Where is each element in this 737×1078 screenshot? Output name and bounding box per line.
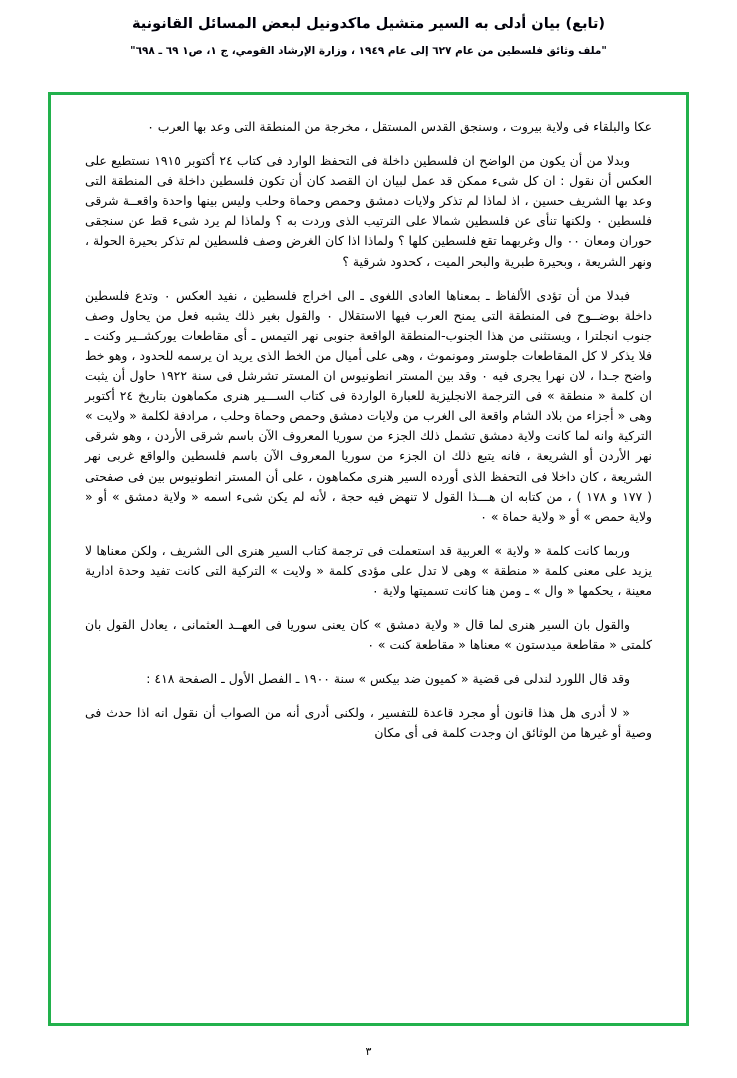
paragraph: فبدلا من أن تؤدى الألفاظ ـ بمعناها العادى اللغوى ـ الى اخراج فلسطين ، نفيد العكس ٠ وتدع فلسطين داخلة بوضــوح فى المنطقة التى يمنح العرب فيها الاستقلال ٠ والقول بغير ذلك يشبه فعل من يحاول وصف جنوب انجلترا ، ويستثنى من هذا الجنوب-المنطقة الواقعة جنوبى نهر التيمس ـ أى مقاطعات يوركشــير وكنت ـ فلا يذكر لا كل المقاطعات جلوستر ومونموث ، وهى على أميال من الخط الذى يريد ان يرسمه للحدود ، وهو خط واضح جـدا ، لان نهرا يجرى فيه ٠ وقد بين المستر انطونيوس ان المستر تشرشل فى سنة ١٩٢٢ حاول أن يثبت ان كلمة « منطقة » فى الترجمة الانجليزية للعبارة الواردة فى كتاب الســـير هنرى مكماهون بتاريخ ٢٤ أكتوبر وهى « أجزاء من بلاد الشام واقعة الى الغرب من ولايات دمشق وحمص وحماة وحلب ، مرادفة لكلمة « ولايت » التركية وانه لما كانت ولاية دمشق تشمل ذلك الجزء من سوريا المعروف الآن باسم شرقى الأردن ، وهو شرقى نهر الأردن أو الشريعة ، فانه يتبع ذلك ان الجزء من سوريا المعروف الآن باسم فلسطين والواقع غربى نهر الشريعة ، كان داخلا فى التحفظ الذى أورده السير هنرى مكماهون ، على أن المستر انطونيوس بين فى صفحتى ( ١٧٧ و ١٧٨ ) ، من كتابه ان هـــذا القول لا تنهض فيه حجة ، لأنه لم يكن شىء اسمه « ولاية دمشق » أو « ولاية حمص » أو « ولاية حماة » ٠ [85,287,652,524]
page-number: ٣ [365,1045,372,1058]
content-body [51,95,686,1023]
paragraph: والقول بان السير هنرى لما قال « ولاية دمشق » كان يعنى سوريا فى العهــد العثمانى ، يعادل القول بان كلمتى « مقاطعة ميدستون » معناها « مقاطعة كنت » ٠ [85,617,652,653]
paragraph: وبدلا من أن يكون من الواضح ان فلسطين داخلة فى التحفظ الوارد فى كتاب ٢٤ أكتوبر ١٩١٥ نستطيع على العكس أن نقول : ان كل شىء ممكن قد عمل لبيان ان القصد كان أن تكون فلسطين داخلة فى المنطقة التى وعد بها الشريف حسين ، اذ لماذا لم تذكر ولايات دمشق وحمص وحماة وحلب وليس بينها واحدة واقعــة شرقى فلسطين ٠ ولكنها تنأى عن فلسطين شمالا على الترتيب الذى وردت به ؟ ولماذا لم يرد شىء قط عن سنجقى حوران ومعان ٠٠ وال وغربهما تقع فلسطين كلها ؟ ولماذا اذا كان الغرض وصف فلسطين لم تذكر بحيرة الحولة ، ونهر الشريعة ، وبحيرة طبرية والبحر الميت ، كحدود شرقية ؟ [85,153,653,269]
page-header [0,0,737,59]
document-subtitle: "ملف وثائق فلسطين من عام ٦٢٧ إلى عام ١٩٤٩ ، وزارة الإرشاد القومي، ج ١، ص١ ٦٩ ـ ٦٩٨" [130,45,607,58]
paragraph: « لا أدرى هل هذا قانون أو مجرد قاعدة للتفسير ، ولكنى أدرى أنه من الصواب أن نقول انه اذا حدث فى وصية أو غيرها من الوثائق ان وجدت كلمة فى أى مكان [85,705,652,741]
paragraph: وربما كانت كلمة « ولاية » العربية قد استعملت فى ترجمة كتاب السير هنرى الى الشريف ، ولكن معناها لا يزيد على معنى كلمة « منطقة » وهى لا تدل على مؤدى كلمة « ولايت » التركية التى كانت تفيد وحدة ادارية معينة ، يحكمها « وال » ـ ومن هنا كانت تسميتها ولاية ٠ [85,542,652,598]
paragraph: عكا والبلقاء فى ولاية بيروت ، وسنجق القدس المستقل ، مخرجة من المنطقة التى وعد بها العرب ٠ [147,119,652,134]
content-frame [48,92,689,1026]
document-title: (تابع) بيان أدلى به السير متشيل ماكدونيل لبعض المسائل القانونية [131,16,606,32]
paragraph: وقد قال اللورد لندلى فى قضية « كميون ضد بيكس » سنة ١٩٠٠ ـ الفصل الأول ـ الصفحة ٤١٨ : [146,671,630,687]
